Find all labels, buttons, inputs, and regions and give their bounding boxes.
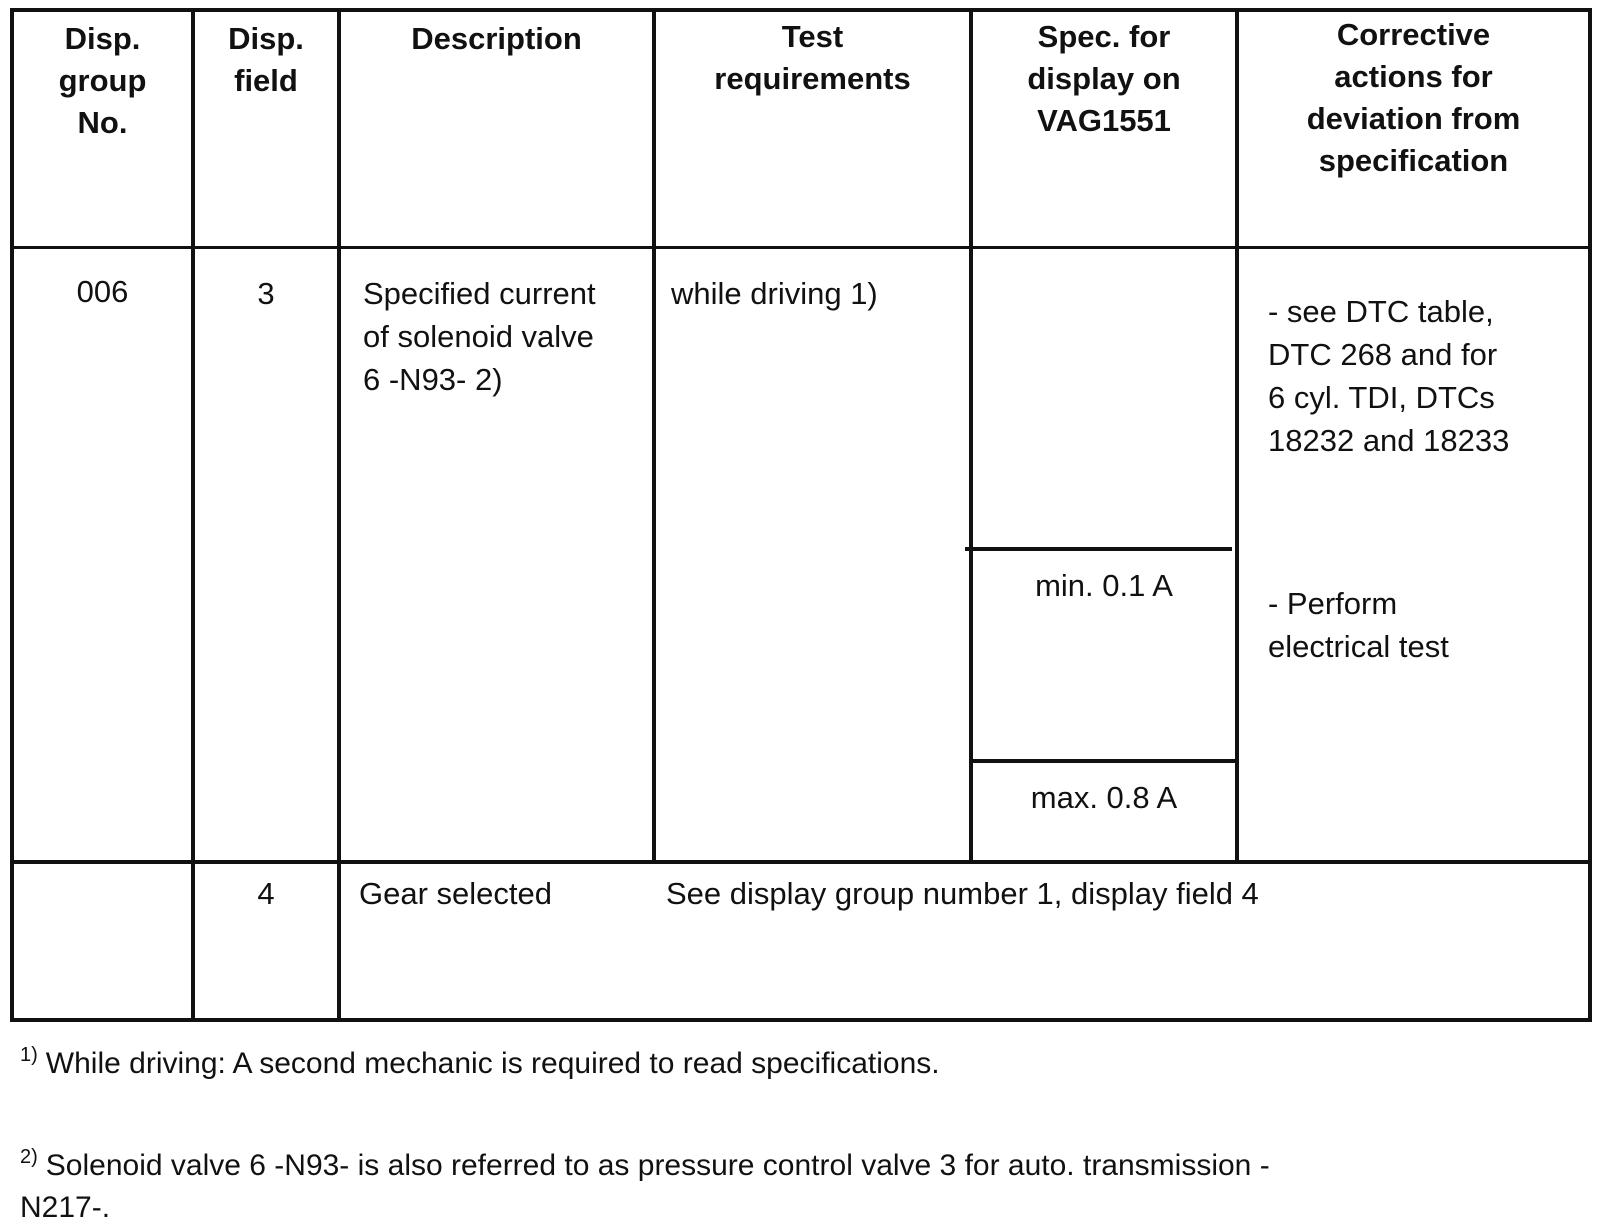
header-corrective-actions: Corrective actions for deviation from specification xyxy=(1306,17,1521,178)
header-separator xyxy=(10,246,1592,249)
col-sep-3 xyxy=(652,8,656,862)
table-border-top xyxy=(10,8,1592,12)
footnote-2-mark: 2) xyxy=(20,1146,38,1168)
spec-subline-1 xyxy=(965,547,1232,551)
footnote-2-text: Solenoid valve 6 -N93- is also referred to as pressure control valve 3 for auto. transmission - N217-. xyxy=(20,1149,1270,1224)
footnote-1 xyxy=(20,1034,1580,1085)
row1-spec-max: max. 0.8 A xyxy=(1030,780,1178,815)
footnote-2 xyxy=(20,1094,1580,1229)
header-field: Disp. field xyxy=(228,21,304,98)
header-test-requirements: Test requirements xyxy=(714,19,911,96)
col-sep-1 xyxy=(191,8,195,1022)
row2-test-span: See display group number 1, display field 4 xyxy=(666,876,1259,911)
row2-field: 4 xyxy=(257,876,275,911)
table-border-bottom xyxy=(10,1018,1592,1022)
row1-test-requirement: while driving 1) xyxy=(671,276,878,311)
row1-description: Specified current of solenoid valve 6 -N93- 2) xyxy=(363,276,596,397)
header-spec: Spec. for display on VAG1551 xyxy=(1027,19,1181,138)
row1-field: 3 xyxy=(257,276,275,311)
row1-group: 006 xyxy=(76,274,129,309)
row2-description: Gear selected xyxy=(359,876,552,911)
row-separator xyxy=(10,860,1592,864)
header-description: Description xyxy=(411,21,582,56)
table-border-right xyxy=(1588,8,1592,1022)
header-group-no: Disp. group No. xyxy=(58,21,147,140)
spec-subline-2 xyxy=(969,759,1237,763)
table-border-left xyxy=(10,8,14,1022)
row1-corrective-dtc: - see DTC table, DTC 268 and for 6 cyl. TDI, DTCs 18232 and 18233 xyxy=(1268,294,1510,458)
footnote-1-mark: 1) xyxy=(20,1044,38,1066)
footnote-1-text: While driving: A second mechanic is required to read specifications. xyxy=(45,1047,940,1080)
row1-spec-min: min. 0.1 A xyxy=(1035,568,1173,603)
col-sep-2 xyxy=(337,8,341,1022)
row1-corrective-electrical-test: - Perform electrical test xyxy=(1268,586,1449,664)
